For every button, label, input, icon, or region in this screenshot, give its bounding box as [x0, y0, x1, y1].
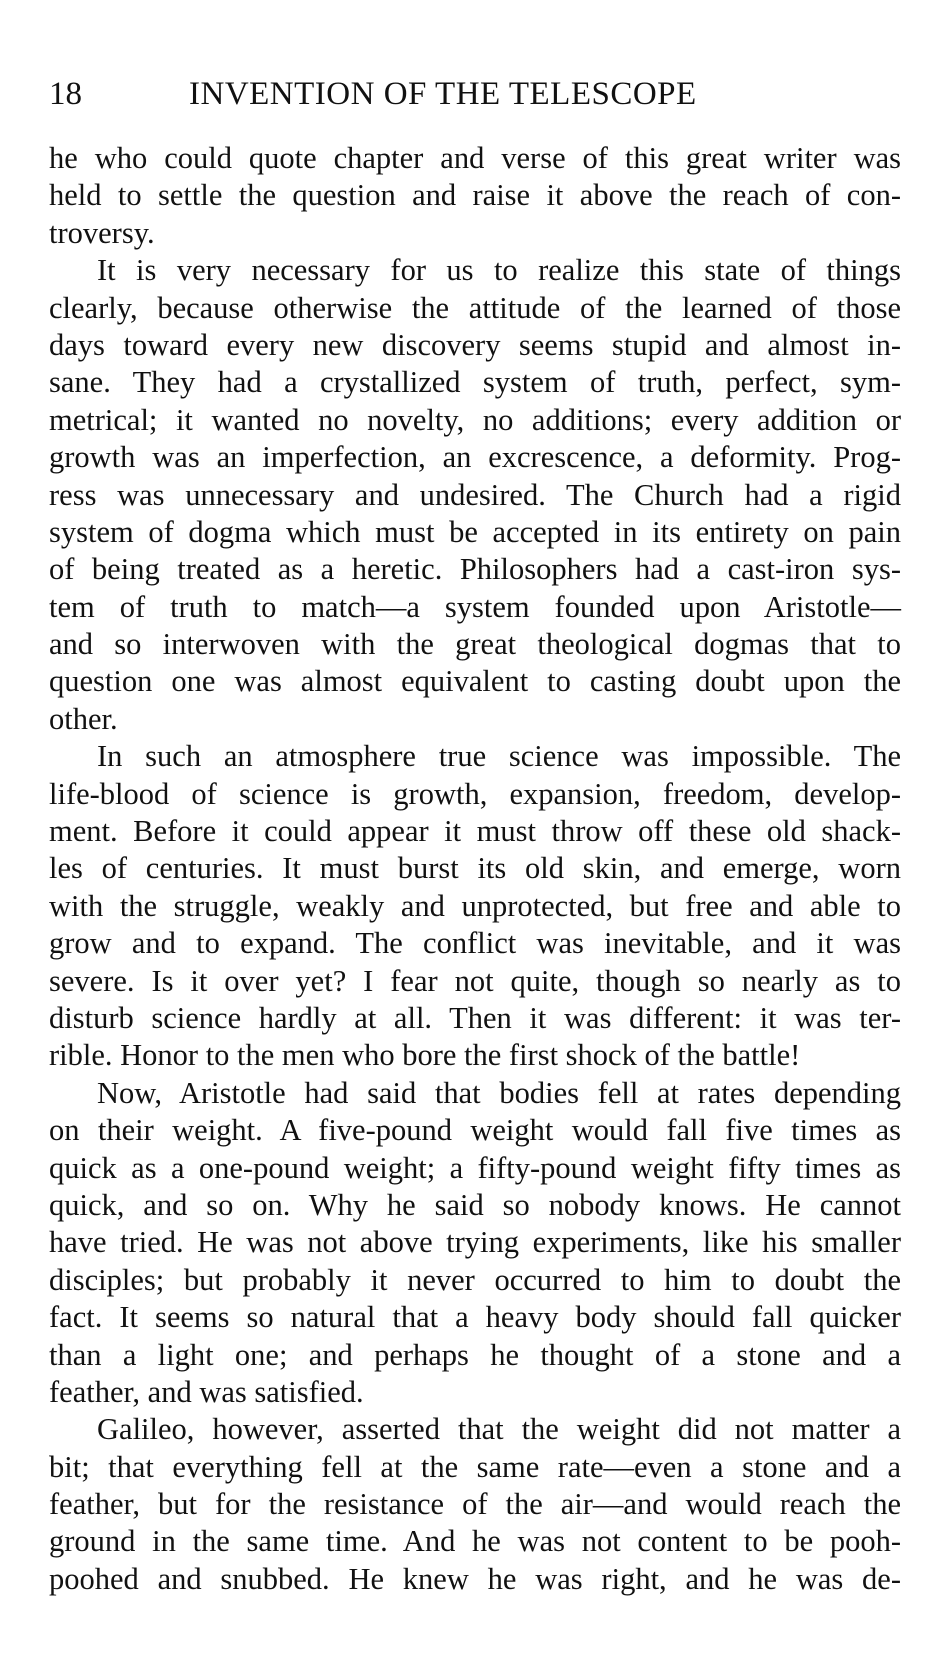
page-number: 18 — [49, 76, 82, 112]
text-line: In such an atmosphere true science was impossible. The — [97, 739, 901, 774]
text-line: with the struggle, weakly and unprotected, but free and able to — [49, 888, 901, 923]
running-head — [49, 68, 909, 120]
text-line: ment. Before it could appear it must throw off these old shack- — [49, 814, 901, 849]
text-line: and so interwoven with the great theological dogmas that to — [49, 627, 901, 662]
text-line: of being treated as a heretic. Philosophers had a cast-iron sys- — [49, 552, 901, 587]
text-line: ress was unnecessary and undesired. The Church had a rigid — [49, 477, 901, 512]
text-line: disturb science hardly at all. Then it was different: it was ter- — [49, 1000, 901, 1035]
text-line: grow and to expand. The conflict was inevitable, and it was — [49, 926, 901, 961]
text-line: fact. It seems so natural that a heavy body should fall quicker — [49, 1300, 901, 1335]
text-line: life-blood of science is growth, expansion, freedom, develop- — [49, 776, 901, 811]
paragraph — [49, 738, 901, 1075]
text-line: clearly, because otherwise the attitude of the learned of those — [49, 290, 901, 325]
text-line: tem of truth to match—a system founded upon Aristotle— — [49, 589, 901, 624]
paragraph — [49, 252, 901, 738]
text-line: troversy. — [49, 215, 155, 250]
text-line: system of dogma which must be accepted in its entirety on pain — [49, 514, 901, 549]
text-line: on their weight. A five-pound weight would fall five times as — [49, 1113, 901, 1148]
text-line: he who could quote chapter and verse of this great writer was — [49, 141, 901, 175]
text-line: Galileo, however, asserted that the weight did not matter a — [97, 1412, 901, 1447]
text-line: metrical; it wanted no novelty, no additions; every addition or — [49, 402, 901, 437]
text-line: disciples; but probably it never occurred to him to doubt the — [49, 1262, 901, 1297]
text-line: It is very necessary for us to realize this state of things — [97, 253, 901, 288]
running-title: INVENTION OF THE TELESCOPE — [189, 76, 697, 112]
text-line: quick as a one-pound weight; a fifty-pound weight fifty times as — [49, 1150, 901, 1185]
paragraph — [49, 1075, 901, 1412]
text-line: rible. Honor to the men who bore the first shock of the battle! — [49, 1038, 801, 1073]
text-line: les of centuries. It must burst its old skin, and emerge, worn — [49, 851, 901, 886]
text-line: other. — [49, 701, 118, 736]
text-line: question one was almost equivalent to casting doubt upon the — [49, 664, 901, 699]
paragraph — [49, 140, 901, 252]
paragraph — [49, 1411, 901, 1598]
text-line: than a light one; and perhaps he thought of a stone and a — [49, 1337, 901, 1372]
text-line: severe. Is it over yet? I fear not quite, though so nearly as to — [49, 963, 901, 998]
text-line: Now, Aristotle had said that bodies fell at rates depending — [97, 1075, 901, 1110]
body-text — [49, 140, 901, 1598]
text-line: poohed and snubbed. He knew he was right, and he was de- — [49, 1561, 901, 1596]
text-line: feather, but for the resistance of the air—and would reach the — [49, 1487, 901, 1522]
text-line: days toward every new discovery seems stupid and almost in- — [49, 327, 901, 362]
text-line: bit; that everything fell at the same rate—even a stone and a — [49, 1449, 901, 1484]
text-line: have tried. He was not above trying experiments, like his smaller — [49, 1225, 901, 1260]
text-line: sane. They had a crystallized system of truth, perfect, sym- — [49, 365, 901, 400]
text-line: feather, and was satisfied. — [49, 1374, 364, 1409]
text-line: ground in the same time. And he was not content to be pooh- — [49, 1524, 901, 1559]
text-line: quick, and so on. Why he said so nobody knows. He cannot — [49, 1187, 901, 1222]
text-line: growth was an imperfection, an excrescence, a deformity. Prog- — [49, 440, 901, 475]
text-line: held to settle the question and raise it above the reach of con- — [49, 178, 901, 213]
